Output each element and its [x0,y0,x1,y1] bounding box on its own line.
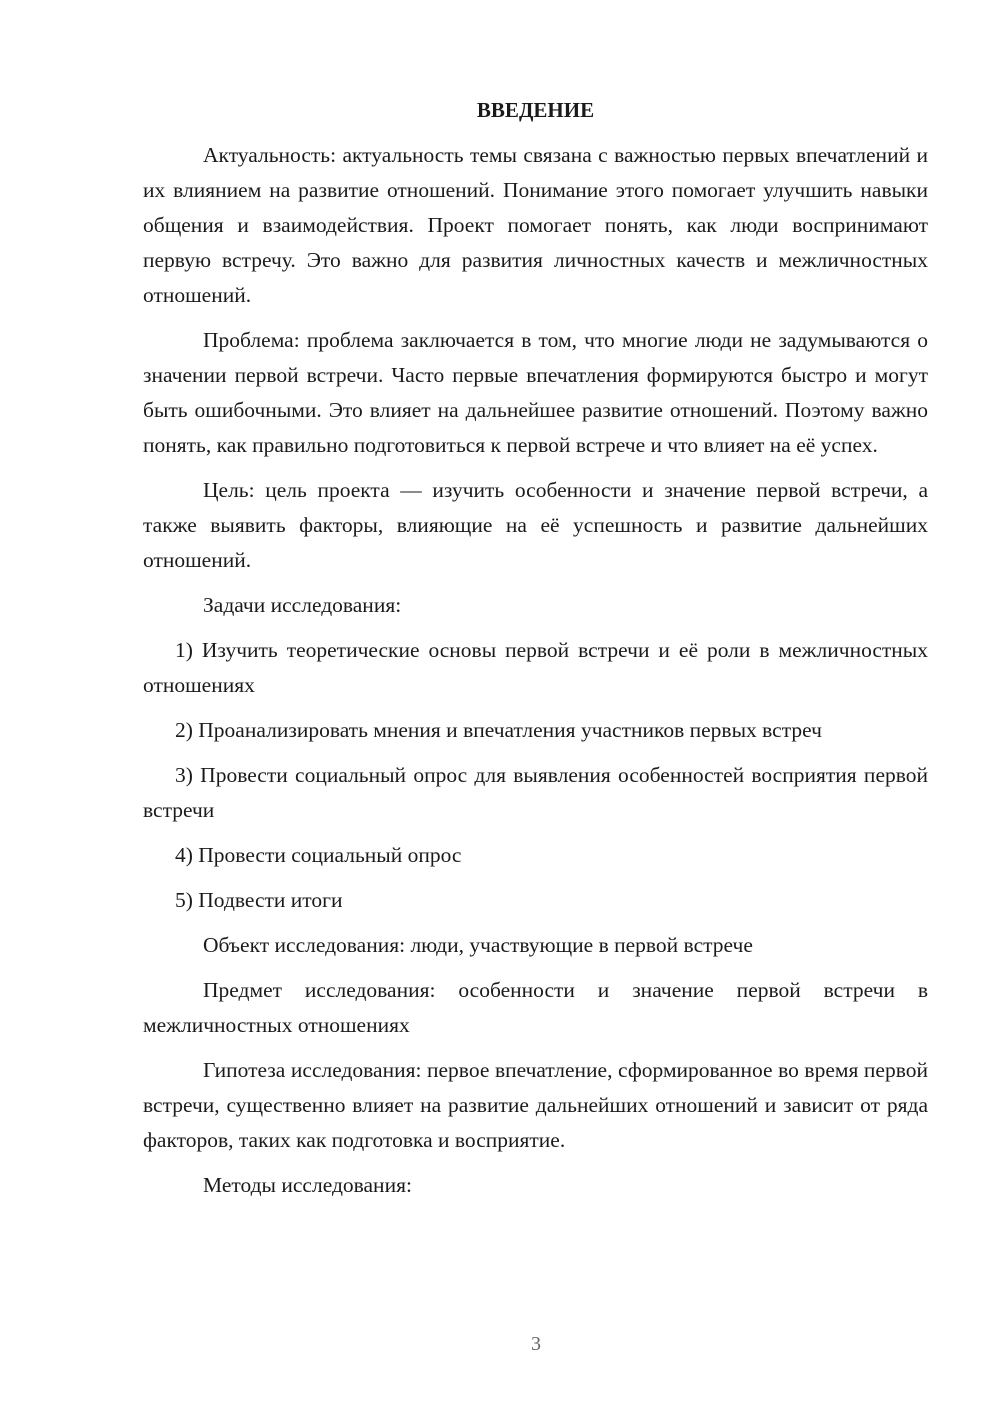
paragraph-object: Объект исследования: люди, участвующие в первой встрече [203,933,753,957]
task-item-2: 2) Проанализировать мнения и впечатления участников первых встреч [175,718,822,742]
paragraph-problem: Проблема: проблема заключается в том, что многие люди не задумываются о значении первой встречи. Часто первые впечатления формируются быстро и могут быть ошибочными. Это влияет на дальнейшее развитие отношений. Поэтому важно понять, как правильно подготовиться к первой встрече и что влияет на её успех. [143,328,928,457]
task-item-5: 5) Подвести итоги [175,888,343,912]
page-content [143,95,928,1213]
section-title: ВВЕДЕНИЕ [476,98,595,122]
page-number: 3 [531,1333,541,1355]
paragraph-hypothesis: Гипотеза исследования: первое впечатление, сформированное во время первой встречи, существенно влияет на развитие дальнейших отношений и зависит от ряда факторов, таких как подготовка и восприятие. [143,1058,928,1152]
task-item-1: 1) Изучить теоретические основы первой встречи и её роли в межличностных отношениях [143,638,928,697]
paragraph-methods: Методы исследования: [203,1173,412,1197]
paragraph-goal: Цель: цель проекта — изучить особенности и значение первой встречи, а также выявить факторы, влияющие на её успешность и развитие дальнейших отношений. [143,478,928,572]
paragraph-subject: Предмет исследования: особенности и значение первой встречи в межличностных отношениях [143,978,928,1037]
task-item-4: 4) Провести социальный опрос [175,843,462,867]
task-item-3: 3) Провести социальный опрос для выявления особенностей восприятия первой встречи [143,763,928,822]
paragraph-relevance: Актуальность: актуальность темы связана с важностью первых впечатлений и их влиянием на развитие отношений. Понимание этого помогает улучшить навыки общения и взаимодействия. Проект помогает понять, как люди воспринимают первую встречу. Это важно для развития личностных качеств и межличностных отношений. [143,143,928,307]
paragraph-tasks-heading: Задачи исследования: [203,593,402,617]
